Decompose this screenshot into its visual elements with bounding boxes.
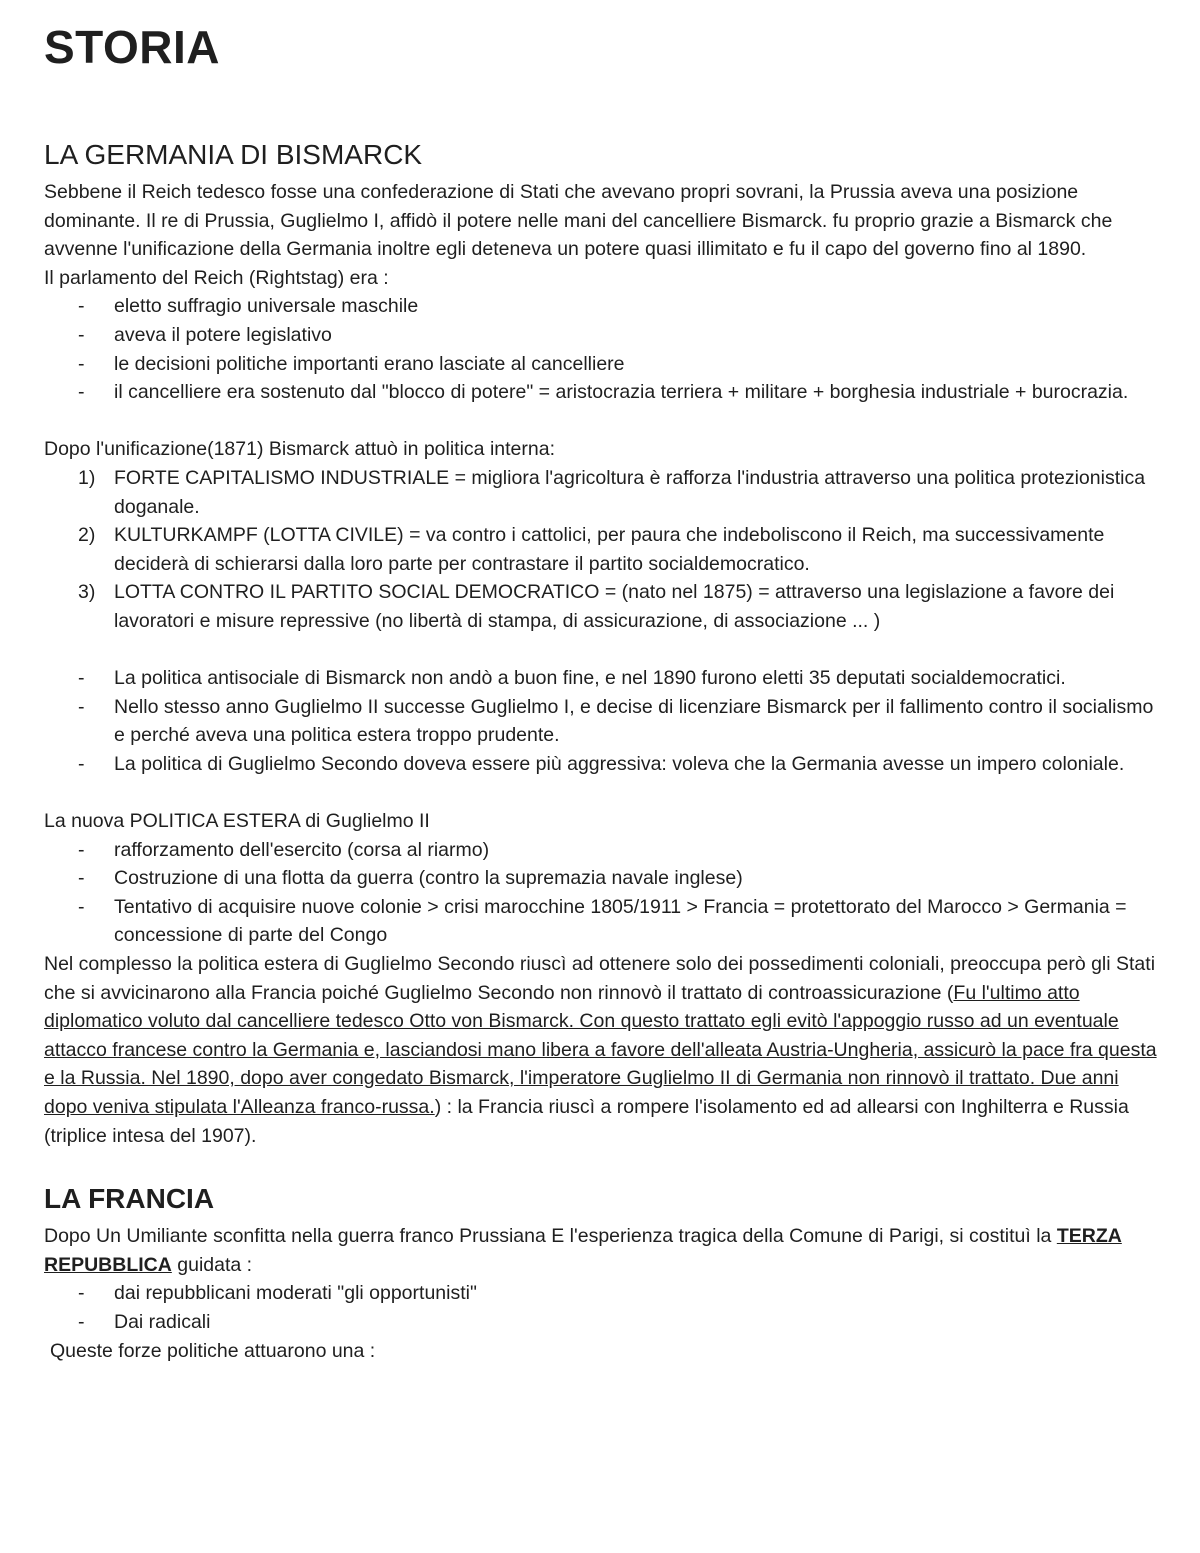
list-item: - La politica di Guglielmo Secondo doveva essere più aggressiva: voleva che la Germania avesse un impero coloniale. (44, 750, 1160, 779)
francia-closing: Queste forze politiche attuarono una : (50, 1339, 376, 1362)
list-item: 1) FORTE CAPITALISMO INDUSTRIALE = migliora l'agricoltura è rafforza l'industria attraverso una politica protezionistica doganale. (44, 464, 1160, 521)
dash-marker: - (78, 352, 85, 375)
page-title: STORIA (44, 21, 220, 73)
underlined-note: Fu l'ultimo atto diplomatico voluto dal cancelliere tedesco Otto von Bismarck. Con questo trattato egli evitò l'appoggio russo ad un eventuale attacco francese contro la Germania e, lasciandosi mano libera a favore dell'alleata Austria-Ungheria, assicurò la pace fra questa e la Russia. Nel 1890, dopo aver congedato Bismarck, l'imperatore Guglielmo II di Germania non rinnovò il trattato. Due anni dopo veniva stipulata l'Alleanza franco-russa. (44, 981, 1157, 1118)
dash-marker: - (78, 323, 85, 346)
francia-intro-paragraph: Dopo Un Umiliante sconfitta nella guerra franco Prussiana E l'esperienza tragica della Comune di Parigi, si costituì la TERZA REPUBBLICA guidata : (44, 1225, 1122, 1276)
number-marker: 1) (78, 466, 96, 489)
parliament-list (44, 292, 1160, 406)
highlighted-term: TERZA REPUBBLICA (44, 1225, 1122, 1276)
complesso-paragraph: Nel complesso la politica estera di Guglielmo Secondo riuscì ad ottenere solo dei possedimenti coloniali, preoccupa però gli Stati che si avvicinarono alla Francia poiché Guglielmo Secondo non rinnovò il trattato di controassicurazione (Fu l'ultimo atto diplomatico voluto dal cancelliere tedesco Otto von Bismarck. Con questo trattato egli evitò l'appoggio russo ad un eventuale attacco francese contro la Germania e, lasciandosi mano libera a favore dell'alleata Austria-Ungheria, assicurò la pace fra questa e la Russia. Nel 1890, dopo aver congedato Bismarck, l'imperatore Guglielmo II di Germania non rinnovò il trattato. Due anni dopo veniva stipulata l'Alleanza franco-russa.) : la Francia riuscì a rompere l'isolamento ed ad allearsi con Inghilterra e Russia (triplice intesa del 1907). (44, 953, 1157, 1147)
dash-marker: - (78, 1310, 85, 1333)
list-item: 2) KULTURKAMPF (LOTTA CIVILE) = va contro i cattolici, per paura che indeboliscono il Reich, ma successivamente deciderà di schierarsi dalla loro parte per contrastare il partito socialdemocratico. (44, 521, 1160, 578)
dash-marker: - (78, 895, 85, 918)
section-heading-francia: LA FRANCIA (44, 1183, 215, 1215)
number-marker: 3) (78, 581, 96, 604)
after-list (44, 664, 1160, 778)
dash-marker: - (78, 667, 85, 690)
dash-marker: - (78, 295, 85, 318)
dash-marker: - (78, 1282, 85, 1305)
section-heading-germania: LA GERMANIA DI BISMARCK (44, 139, 423, 170)
interna-intro: Dopo l'unificazione(1871) Bismarck attuò in politica interna: (44, 438, 555, 461)
document-page (44, 20, 1160, 1365)
list-item: - Dai radicali (44, 1308, 1160, 1337)
list-item: 3) LOTTA CONTRO IL PARTITO SOCIAL DEMOCRATICO = (nato nel 1875) = attraverso una legislazione a favore dei lavoratori e misure repressive (no libertà di stampa, di assicurazione, di associazione ... ) (44, 578, 1160, 635)
dash-marker: - (78, 867, 85, 890)
parliament-intro: Il parlamento del Reich (Rightstag) era : (44, 266, 389, 289)
dash-marker: - (78, 695, 85, 718)
interna-list (44, 464, 1160, 636)
list-item: - Nello stesso anno Guglielmo II successe Guglielmo I, e decise di licenziare Bismarck per il fallimento contro il socialismo e perché aveva una politica estera troppo prudente. (44, 693, 1160, 750)
list-item: - aveva il potere legislativo (44, 321, 1160, 350)
list-item: - Costruzione di una flotta da guerra (contro la supremazia navale inglese) (44, 864, 1160, 893)
dash-marker: - (78, 838, 85, 861)
list-item: - La politica antisociale di Bismarck non andò a buon fine, e nel 1890 furono eletti 35 deputati socialdemocratici. (44, 664, 1160, 693)
list-item: - eletto suffragio universale maschile (44, 292, 1160, 321)
list-item: - rafforzamento dell'esercito (corsa al riarmo) (44, 836, 1160, 865)
germania-intro-paragraph: Sebbene il Reich tedesco fosse una confederazione di Stati che avevano propri sovrani, la Prussia aveva una posizione dominante. Il re di Prussia, Guglielmo I, affidò il potere nelle mani del cancelliere Bismarck. fu proprio grazie a Bismarck che avvenne l'unificazione della Germania inoltre egli deteneva un potere quasi illimitato e fu il capo del governo fino al 1890. (44, 181, 1113, 261)
list-item: - Tentativo di acquisire nuove colonie > crisi marocchine 1805/1911 > Francia = protettorato del Marocco > Germania = concessione di parte del Congo (44, 893, 1160, 950)
list-item: - le decisioni politiche importanti erano lasciate al cancelliere (44, 350, 1160, 379)
list-item: - il cancelliere era sostenuto dal "blocco di potere" = aristocrazia terriera + militare + borghesia industriale + burocrazia. (44, 378, 1160, 407)
number-marker: 2) (78, 524, 96, 547)
dash-marker: - (78, 381, 85, 404)
estera-intro: La nuova POLITICA ESTERA di Guglielmo II (44, 810, 430, 833)
francia-list (44, 1279, 1160, 1336)
dash-marker: - (78, 752, 85, 775)
list-item: - dai repubblicani moderati "gli opportunisti" (44, 1279, 1160, 1308)
estera-list (44, 836, 1160, 950)
